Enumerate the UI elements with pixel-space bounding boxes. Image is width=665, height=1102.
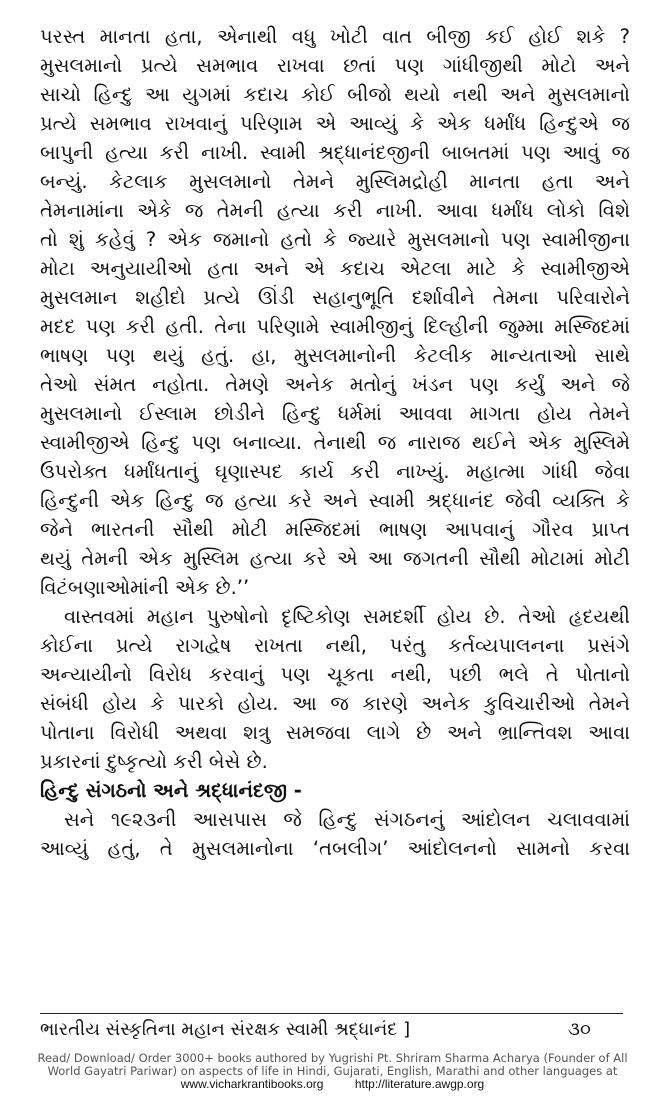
text-line: આવ્યું હતું, તે મુસલમાનોના ‘તબલીગ’ આંદોલનનો સામનો કરવા <box>40 837 630 860</box>
text-line: સને ૧૯૨૩ની આસપાસ જે હિન્દુ સંગઠનનું આંદોલન ચલાવવામાં <box>64 808 630 831</box>
body-text <box>40 22 630 863</box>
text-line: અન્યાયીનો વિરોધ કરવાનું પણ ચૂકતા નથી, પછી ભલે તે પોતાનો <box>40 663 630 686</box>
footer-book-title: ભારતીય સંસ્કૃતિના મહાન સંરક્ષક સ્વામી શ્રદ્ધાનંદ ] <box>40 1019 411 1040</box>
credit-line: World Gayatri Pariwar) on aspects of life in Hindi, Gujarati, English, Marathi and other languages at <box>47 1064 618 1078</box>
text-line: પોતાના વિરોધી અથવા શત્રુ સમજવા લાગે છે અને ભ્રાન્તિવશ આવા <box>40 721 630 744</box>
text-line: તેઓ સંમત નહોતા. તેમણે અનેક મતોનું ખંડન પણ કર્યું અને જે <box>40 373 630 396</box>
text-line: મુસલમાનો ઈસ્લામ છોડીને હિન્દુ ધર્મમાં આવવા માગતા હોય તેમને <box>40 402 630 425</box>
vicharkranti-link[interactable]: www.vicharkrantibooks.org <box>180 1077 324 1091</box>
text-line: મદદ પણ કરી હતી. તેના પરિણામે સ્વામીજીનું દિલ્હીની જુમ્મા મસ્જિદમાં <box>40 315 630 338</box>
page-number: ૩૦ <box>568 1019 591 1040</box>
text-line: પરસ્ત માનતા હતા, એનાથી વધુ ખોટી વાત બીજી કઈ હોઈ શકે ? <box>40 25 630 48</box>
text-line: બાપુની હત્યા કરી નાખી. સ્વામી શ્રદ્ધાનંદજીની બાબતમાં પણ આવું જ <box>40 141 630 164</box>
text-line: સંબંધી હોય કે પારકો હોય. આ જ કારણે અનેક કુવિચારીઓ તેમને <box>40 692 630 715</box>
awgp-literature-link[interactable]: http://literature.awgp.org <box>354 1077 485 1091</box>
text-line: ઉપરોક્ત ધર્માંધતાનું ઘૃણાસ્પદ કાર્ય કરી નાખ્યું. મહાત્મા ગાંધી જેવા <box>40 460 630 483</box>
text-line: તો શું કહેવું ? એક જમાનો હતો કે જ્યારે મુસલમાનો પણ સ્વામીજીના <box>40 228 630 251</box>
text-line: મુસલમાનો પ્રત્યે સમભાવ રાખવા છતાં પણ ગાંધીજીથી મોટો અને <box>40 54 630 77</box>
publisher-credit <box>0 1052 665 1091</box>
section-heading: હિન્દુ સંગઠનો અને શ્રદ્ધાનંદજી - <box>40 779 302 802</box>
text-line: જેને ભારતની સૌથી મોટી મસ્જિદમાં ભાષણ આપવાનું ગૌરવ પ્રાપ્ત <box>40 518 630 541</box>
text-line: હિન્દુની એક હિન્દુ જ હત્યા કરે અને સ્વામી શ્રદ્ધાનંદ જેવી વ્યક્તિ કે <box>40 489 630 512</box>
text-line: પ્રત્યે સમભાવ રાખવાનું પરિણામ એ આવ્યું કે એક ધર્માંધ હિન્દુએ જ <box>40 112 630 135</box>
text-line: સ્વામીજીએ હિન્દુ પણ બનાવ્યા. તેનાથી જ નારાજ થઈને એક મુસ્લિમે <box>40 431 630 454</box>
text-line: ભાષણ પણ થયું હતું. હા, મુસલમાનોની કેટલીક માન્યતાઓ સાથે <box>40 344 630 367</box>
text-line: કોઈના પ્રત્યે રાગદ્વેષ રાખતા નથી, પરંતુ કર્તવ્યપાલનના પ્રસંગે <box>40 634 630 657</box>
text-line: મોટા અનુયાયીઓ હતા અને એ કદાચ એટલા માટે કે સ્વામીજીએ <box>40 257 630 280</box>
text-line: વિટંબણાઓમાંની એક છે.’’ <box>40 576 250 599</box>
text-line: સાચો હિન્દુ આ યુગમાં કદાચ કોઈ બીજો થયો નથી અને મુસલમાનો <box>40 83 630 106</box>
text-line: થયું તેમની એક મુસ્લિમ હત્યા કરે એ આ જગતની સૌથી મોટામાં મોટી <box>40 547 630 570</box>
text-line: બન્યું. કેટલાક મુસલમાનો તેમને મુસ્લિમદ્રોહી માનતા હતા અને <box>40 170 630 193</box>
footer-rule <box>40 1013 623 1014</box>
text-line: વાસ્તવમાં મહાન પુરુષોનો દૃષ્ટિકોણ સમદર્શી હોય છે. તેઓ હૃદયથી <box>64 605 630 628</box>
credit-line: Read/ Download/ Order 3000+ books authored by Yugrishi Pt. Shriram Sharma Acharya (Founder of All <box>37 1051 628 1065</box>
text-line: તેમનામાંના એકે જ તેમની હત્યા કરી નાખી. આવા ધર્માંધ લોકો વિશે <box>40 199 630 222</box>
text-line: મુસલમાન શહીદો પ્રત્યે ઊંડી સહાનુભૂતિ દર્શાવીને તેમના પરિવારોને <box>40 286 630 309</box>
credit-links <box>0 1078 665 1091</box>
text-line: પ્રકારનાં દુષ્કૃત્યો કરી બેસે છે. <box>40 750 268 773</box>
